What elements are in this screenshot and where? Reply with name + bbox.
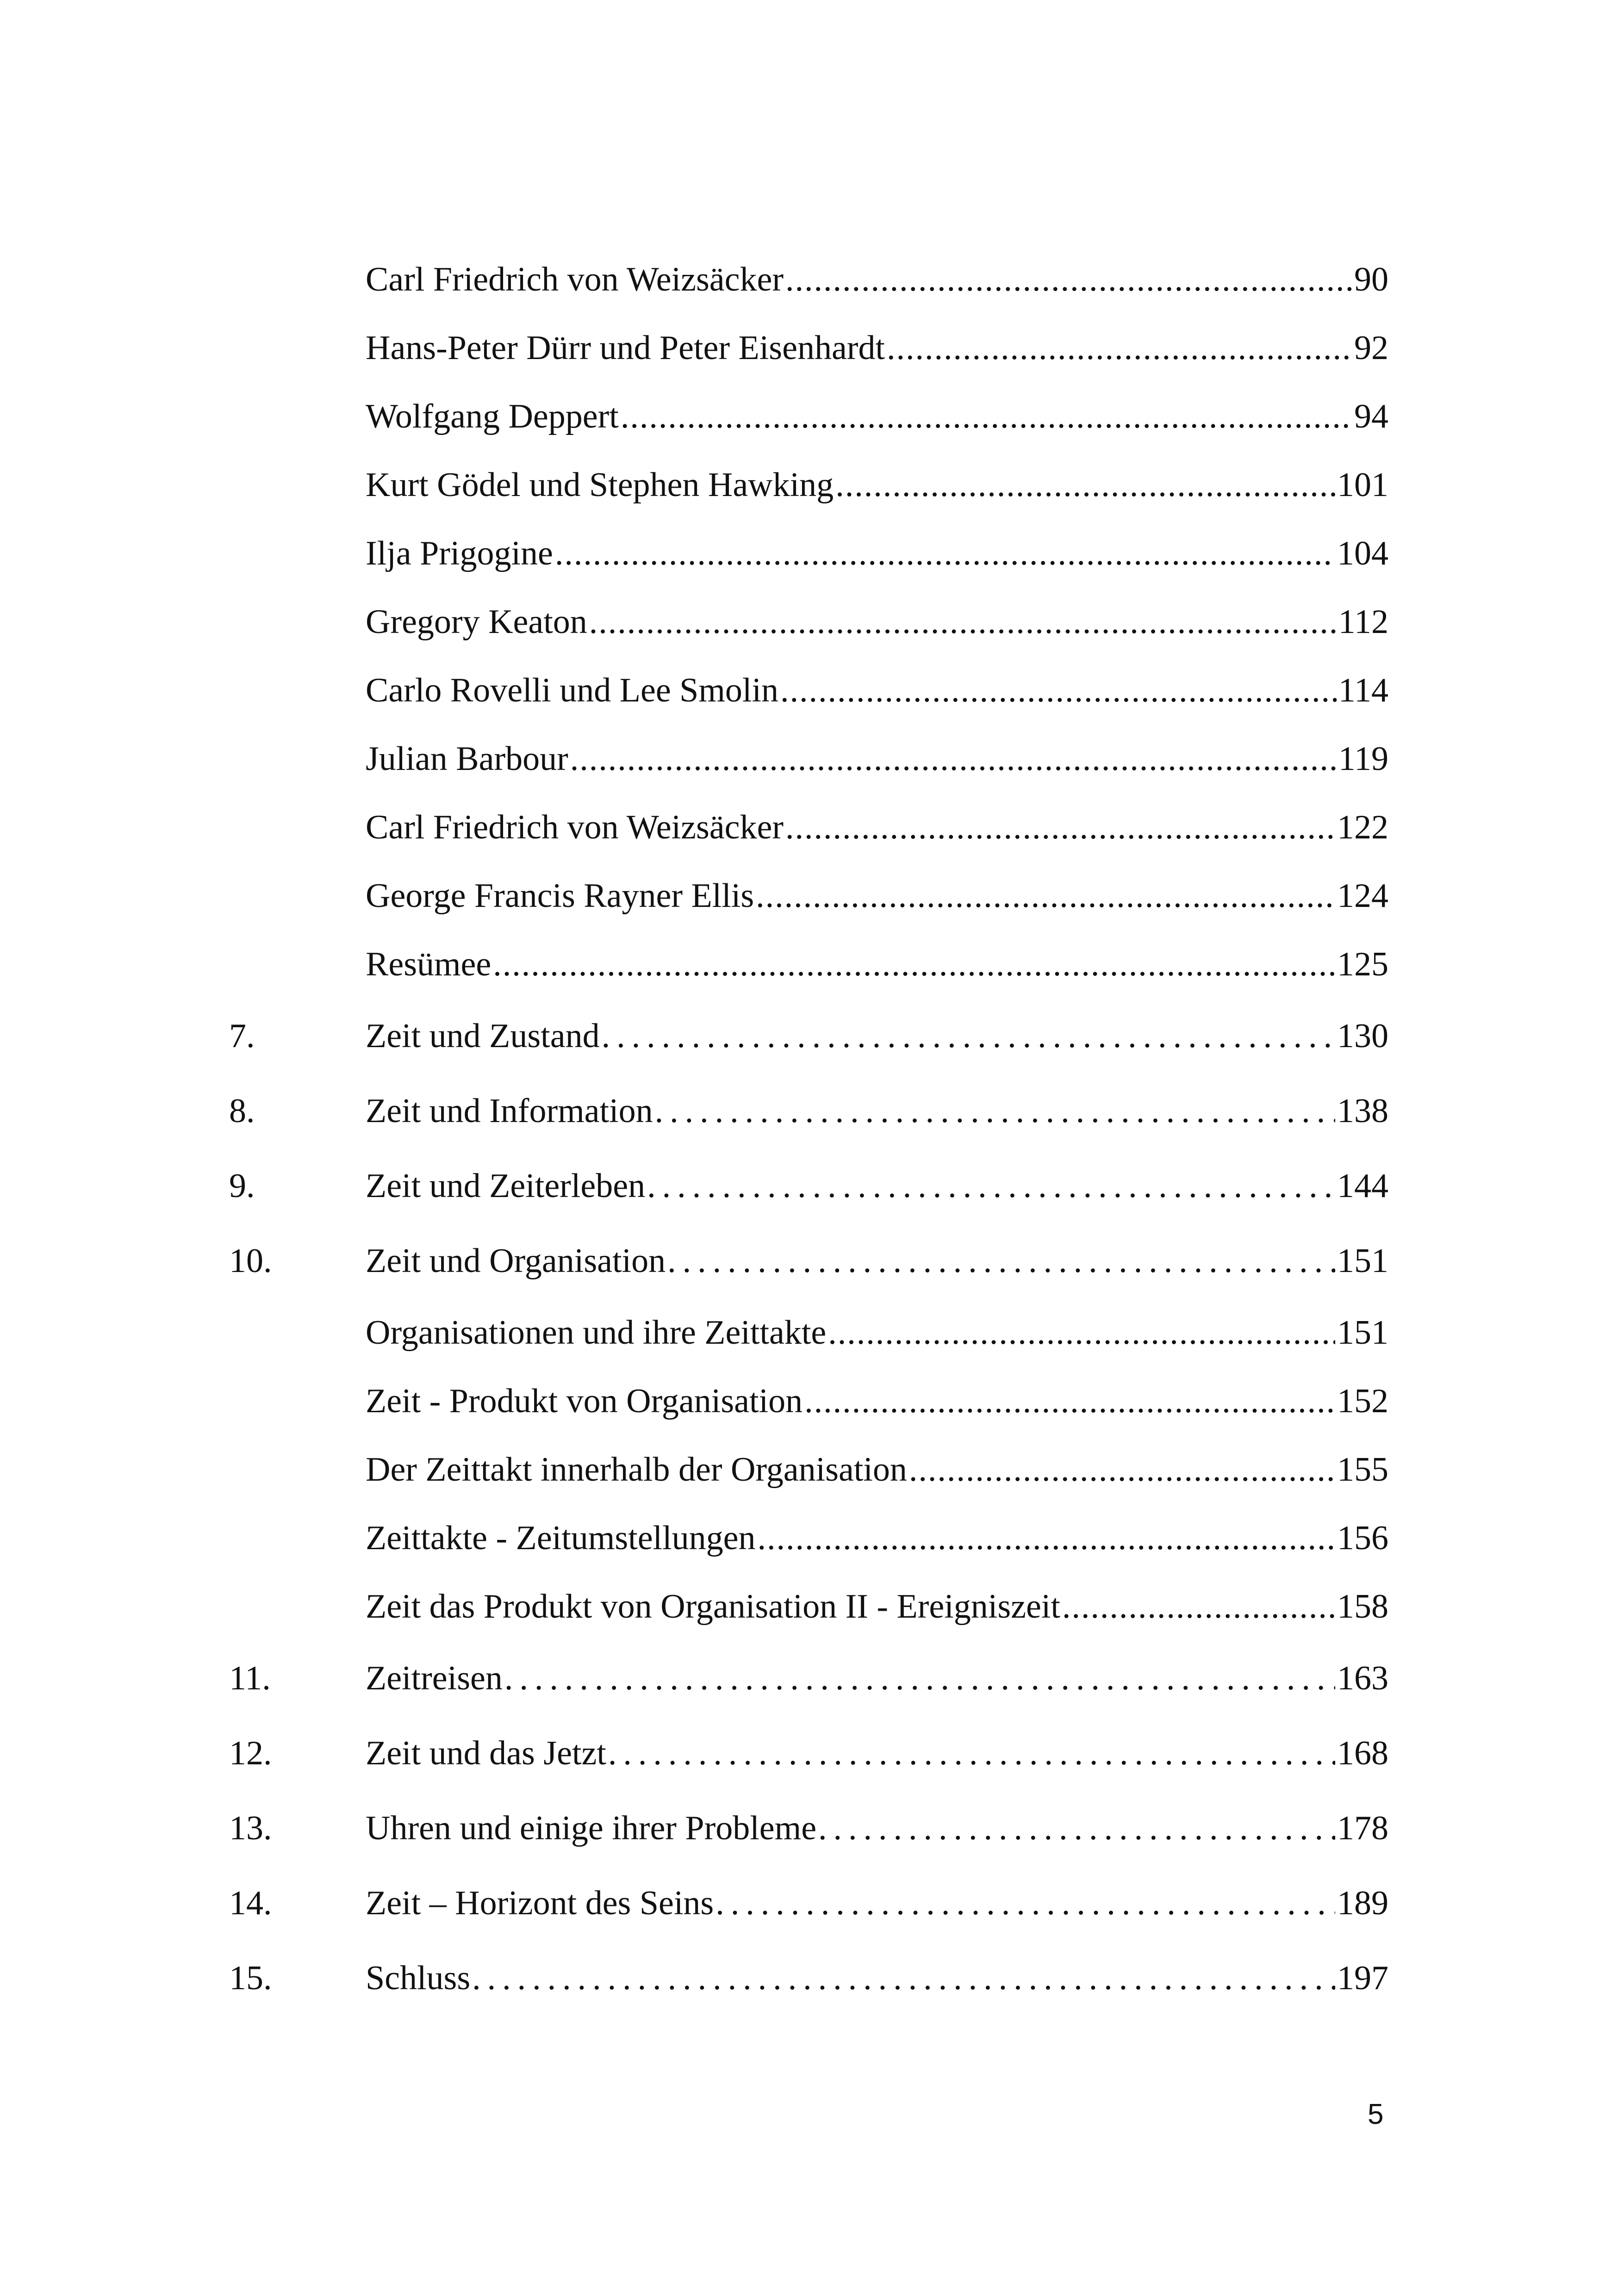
dot-leader — [504, 1641, 1335, 1716]
toc-entry-line — [366, 382, 1388, 451]
toc-chapter-number: 8. — [229, 1092, 255, 1130]
toc-entry — [0, 725, 1618, 793]
toc-entry-title: Der Zeittakt innerhalb der Organisation — [366, 1435, 907, 1504]
toc-entry — [0, 1572, 1618, 1641]
toc-entry-page: 101 — [1337, 466, 1388, 504]
toc-entry-page: 158 — [1337, 1588, 1388, 1626]
toc-entry-line — [366, 1223, 1388, 1298]
toc-entry-line — [366, 245, 1388, 314]
toc-entry-title: George Francis Rayner Ellis — [366, 862, 754, 930]
toc-entry-line — [366, 451, 1388, 519]
toc-entry — [0, 245, 1618, 314]
toc-entry-page: 155 — [1337, 1451, 1388, 1489]
toc-entry-line — [366, 1504, 1388, 1572]
toc-entry-title: Gregory Keaton — [366, 588, 587, 656]
dot-leader — [785, 793, 1335, 862]
dot-leader — [716, 1866, 1335, 1941]
dot-leader — [756, 862, 1335, 930]
toc-entry-title: Zeittakte - Zeitumstellungen — [366, 1504, 756, 1572]
toc-entry-line — [366, 862, 1388, 930]
toc-entry-page: 112 — [1338, 603, 1388, 641]
toc-entry — [0, 382, 1618, 451]
toc-entry-title: Wolfgang Deppert — [366, 382, 619, 451]
toc-chapter-page: 151 — [1337, 1242, 1388, 1280]
toc-chapter-page: 163 — [1337, 1659, 1388, 1697]
toc-entry-title: Carl Friedrich von Weizsäcker — [366, 793, 784, 862]
toc-entry-line — [366, 1941, 1388, 2016]
dot-leader — [555, 519, 1335, 588]
toc-chapter-title: Zeitreisen — [366, 1641, 503, 1716]
toc-entry-title: Julian Barbour — [366, 725, 568, 793]
toc-chapter-page: 130 — [1337, 1017, 1388, 1055]
toc-chapter-title: Zeit und Organisation — [366, 1223, 666, 1298]
dot-leader — [608, 1716, 1335, 1791]
toc-chapter-number: 7. — [229, 1017, 255, 1055]
toc-entry-line — [366, 1866, 1388, 1941]
dot-leader — [785, 245, 1352, 314]
toc-entry-title: Resümee — [366, 930, 491, 999]
toc-entry-page: 114 — [1338, 671, 1388, 709]
dot-leader — [818, 1791, 1335, 1866]
toc-entry — [0, 1504, 1618, 1572]
toc-chapter-entry — [0, 1641, 1618, 1716]
toc-entry-title: Ilja Prigogine — [366, 519, 553, 588]
toc-entry-line — [366, 1435, 1388, 1504]
toc-entry — [0, 314, 1618, 382]
toc-entry-line — [366, 1298, 1388, 1367]
toc-entry — [0, 793, 1618, 862]
toc-entry-line — [366, 1572, 1388, 1641]
toc-chapter-number: 12. — [229, 1734, 272, 1772]
dot-leader — [570, 725, 1337, 793]
toc-entry-page: 156 — [1337, 1519, 1388, 1557]
toc-chapter-number: 9. — [229, 1167, 255, 1205]
toc-chapter-title: Zeit und das Jetzt — [366, 1716, 606, 1791]
toc-chapter-page: 197 — [1337, 1959, 1388, 1997]
toc-chapter-number: 15. — [229, 1959, 272, 1997]
toc-entry-line — [366, 1367, 1388, 1435]
toc-entry — [0, 1435, 1618, 1504]
toc-entry-page: 122 — [1337, 808, 1388, 846]
toc-entry-line — [366, 999, 1388, 1074]
toc-entry-line — [366, 1641, 1388, 1716]
toc-chapter-number: 14. — [229, 1884, 272, 1922]
toc-entry-title: Hans-Peter Dürr und Peter Eisenhardt — [366, 314, 885, 382]
toc-entry — [0, 1367, 1618, 1435]
toc-chapter-page: 144 — [1337, 1167, 1388, 1205]
dot-leader — [493, 930, 1335, 999]
toc-entry — [0, 451, 1618, 519]
toc-entry-title: Zeit das Produkt von Organisation II - Ereigniszeit — [366, 1572, 1060, 1641]
dot-leader — [589, 588, 1337, 656]
dot-leader — [909, 1435, 1335, 1504]
dot-leader — [804, 1367, 1335, 1435]
toc-entry-page: 119 — [1338, 740, 1388, 778]
toc-entry-line — [366, 519, 1388, 588]
dot-leader — [887, 314, 1352, 382]
page-number: 5 — [1368, 2098, 1384, 2130]
toc-entry-line — [366, 1791, 1388, 1866]
toc-entry-title: Carl Friedrich von Weizsäcker — [366, 245, 784, 314]
toc-chapter-title: Uhren und einige ihrer Probleme — [366, 1791, 816, 1866]
toc-chapter-title: Zeit und Zeiterleben — [366, 1148, 645, 1223]
toc-chapter-number: 10. — [229, 1242, 272, 1280]
toc-chapter-entry — [0, 1148, 1618, 1223]
toc-entry-line — [366, 314, 1388, 382]
table-of-contents — [0, 245, 1618, 2016]
dot-leader — [655, 1074, 1335, 1148]
dot-leader — [835, 451, 1335, 519]
dot-leader — [667, 1223, 1335, 1298]
toc-entry-page: 90 — [1354, 261, 1388, 298]
toc-chapter-title: Schluss — [366, 1941, 470, 2016]
dot-leader — [602, 999, 1335, 1074]
dot-leader — [647, 1148, 1335, 1223]
toc-chapter-entry — [0, 1941, 1618, 2016]
dot-leader — [1062, 1572, 1335, 1641]
toc-entry-page: 151 — [1337, 1314, 1388, 1352]
toc-chapter-entry — [0, 1074, 1618, 1148]
toc-chapter-title: Zeit – Horizont des Seins — [366, 1866, 714, 1941]
toc-chapter-page: 189 — [1337, 1884, 1388, 1922]
toc-entry-title: Organisationen und ihre Zeittakte — [366, 1298, 826, 1367]
toc-entry-line — [366, 1074, 1388, 1148]
toc-entry-title: Kurt Gödel und Stephen Hawking — [366, 451, 834, 519]
toc-entry-line — [366, 1716, 1388, 1791]
toc-entry-page: 125 — [1337, 945, 1388, 983]
dot-leader — [780, 656, 1337, 725]
toc-entry — [0, 588, 1618, 656]
dot-leader — [621, 382, 1352, 451]
toc-entry-line — [366, 725, 1388, 793]
dot-leader — [828, 1298, 1335, 1367]
toc-entry — [0, 519, 1618, 588]
toc-chapter-title: Zeit und Information — [366, 1074, 653, 1148]
toc-entry-line — [366, 1148, 1388, 1223]
toc-entry — [0, 862, 1618, 930]
dot-leader — [758, 1504, 1335, 1572]
toc-chapter-number: 13. — [229, 1809, 272, 1847]
toc-entry — [0, 930, 1618, 999]
toc-chapter-page: 168 — [1337, 1734, 1388, 1772]
toc-entry-title: Carlo Rovelli und Lee Smolin — [366, 656, 778, 725]
toc-entry-page: 152 — [1337, 1382, 1388, 1420]
toc-chapter-number: 11. — [229, 1659, 271, 1697]
toc-entry-page: 104 — [1337, 534, 1388, 572]
toc-entry-line — [366, 656, 1388, 725]
toc-entry-page: 94 — [1354, 397, 1388, 435]
toc-chapter-page: 178 — [1337, 1809, 1388, 1847]
toc-entry-line — [366, 588, 1388, 656]
toc-entry-line — [366, 930, 1388, 999]
toc-entry-page: 92 — [1354, 329, 1388, 367]
toc-chapter-entry — [0, 1223, 1618, 1298]
toc-chapter-entry — [0, 1791, 1618, 1866]
toc-chapter-title: Zeit und Zustand — [366, 999, 600, 1074]
toc-entry-page: 124 — [1337, 877, 1388, 915]
toc-chapter-entry — [0, 999, 1618, 1074]
toc-chapter-page: 138 — [1337, 1092, 1388, 1130]
toc-chapter-entry — [0, 1866, 1618, 1941]
toc-entry — [0, 656, 1618, 725]
toc-chapter-entry — [0, 1716, 1618, 1791]
toc-entry-line — [366, 793, 1388, 862]
dot-leader — [472, 1941, 1335, 2016]
toc-entry — [0, 1298, 1618, 1367]
toc-entry-title: Zeit - Produkt von Organisation — [366, 1367, 803, 1435]
